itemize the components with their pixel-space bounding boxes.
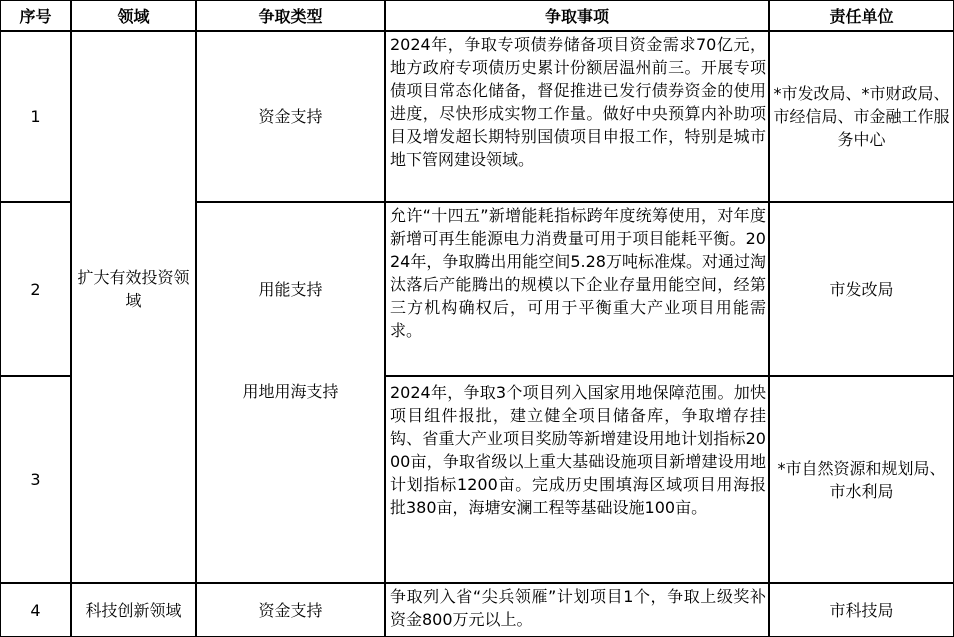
- grid-line: [70, 0, 72, 637]
- grid-line: [195, 0, 197, 637]
- grid-line: [0, 0, 954, 1]
- row4-field: 科技创新领域: [85, 600, 182, 620]
- row2-type: 用能支持: [258, 279, 323, 299]
- row2-unit: 市发改局: [829, 279, 894, 299]
- row2-seq: 2: [30, 279, 41, 299]
- row4-seq: 4: [30, 600, 41, 620]
- row4-type: 资金支持: [258, 600, 323, 620]
- grid-line: [384, 0, 386, 637]
- grid-line: [0, 582, 954, 584]
- header-field: 领域: [117, 7, 150, 26]
- grid-line: [385, 375, 954, 377]
- row4-matter: 争取列入省“尖兵领雁”计划项目1个，争取上级奖补资金800万元以上。: [390, 587, 766, 629]
- grid-line: [0, 0, 1, 637]
- row1-seq: 1: [30, 107, 41, 126]
- header-seq: 序号: [19, 7, 52, 26]
- row3-matter: 2024年，争取3个项目列入国家用地保障范围。加快项目组件报批，建立健全项目储备库，争取增存挂钩、省重大产业项目奖励等新增建设用地计划指标2000亩，争取省级以上重大基础设施项目新增建设用地计划指标1200亩。完成历史围填海区域项目用海报批380亩，海塘安澜工程等基础设施100亩。: [390, 383, 766, 517]
- header-type: 争取类型: [258, 7, 323, 26]
- header-matter: 争取事项: [544, 7, 609, 26]
- grid-line: [0, 30, 954, 32]
- grid-line: [196, 201, 954, 203]
- row3-type: 用地用海支持: [242, 382, 339, 401]
- row2-matter: 允许“十四五”新增能耗指标跨年度统筹使用，对年度新增可再生能源电力消费量可用于项目能耗平衡。2024年，争取腾出用能空间5.28万吨标准煤。对通过淘汰落后产能腾出的规模以下企业存量用能空间，经第三方机构确权后，可用于平衡重大产业项目用能需求。: [390, 206, 766, 340]
- header-unit: 责任单位: [829, 7, 894, 26]
- row1-type: 资金支持: [258, 107, 323, 126]
- grid-line: [0, 375, 71, 377]
- grid-line: [768, 0, 770, 637]
- row4-unit: 市科技局: [829, 600, 894, 620]
- row3-unit: *市自然资源和规划局、市水利局: [777, 458, 946, 501]
- row1-matter: 2024年，争取专项债券储备项目资金需求70亿元，地方政府专项债历史累计份额居温州前三。开展专项债项目常态化储备，督促推进已发行债券资金的使用进度，尽快形成实物工作量。做好中央预算内补助项目及增发超长期特别国债项目申报工作，特别是城市地下管网建设领域。: [390, 35, 766, 169]
- grid-line: [0, 201, 71, 203]
- row3-seq: 3: [30, 470, 41, 489]
- row1-unit: *市发改局、*市财政局、市经信局、市金融工作服务中心: [773, 84, 950, 149]
- merged-field-invest: 扩大有效投资领域: [77, 268, 190, 310]
